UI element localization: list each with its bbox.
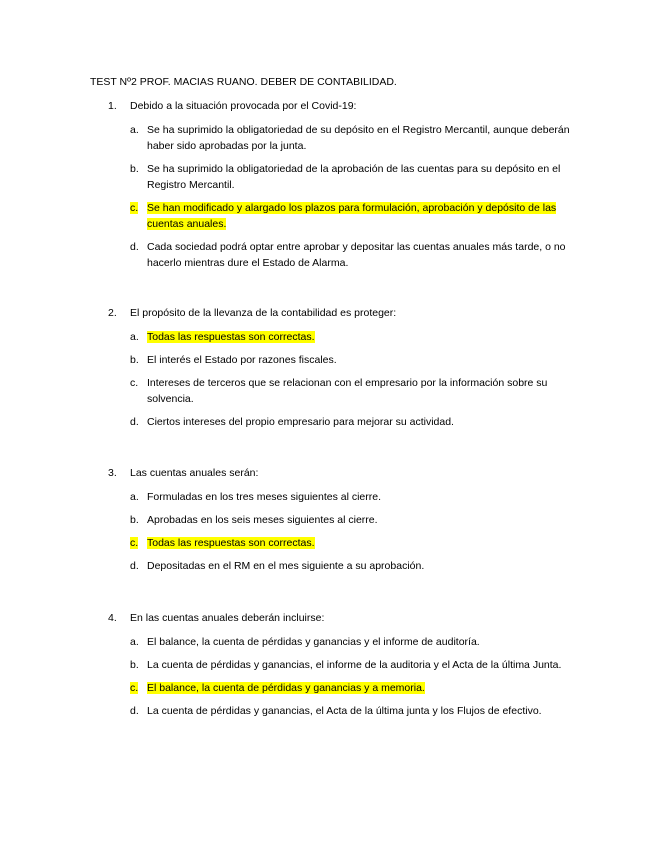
- question-text: Las cuentas anuales serán:: [130, 467, 259, 479]
- question-number: 2.: [108, 307, 117, 319]
- option-letter: a.: [130, 124, 139, 136]
- option-text: Cada sociedad podrá optar entre aprobar y depositar las cuentas anuales más tarde, o no hacerlo mientras dure el Estado de Alarma.: [147, 241, 566, 269]
- option-1c-highlighted: [130, 200, 578, 232]
- option-text: Formuladas en los tres meses siguientes al cierre.: [147, 491, 382, 503]
- question-number: 4.: [108, 612, 117, 624]
- option-2c: [130, 375, 578, 407]
- option-4d: [130, 703, 578, 719]
- option-text: Aprobadas en los seis meses siguientes al cierre.: [147, 514, 378, 526]
- option-1d: [130, 239, 578, 271]
- question-1: [108, 98, 578, 278]
- option-3a: [130, 489, 578, 505]
- document-title: TEST Nº2 PROF. MACIAS RUANO. DEBER DE CONTABILIDAD.: [90, 76, 397, 88]
- option-text: La cuenta de pérdidas y ganancias, el Acta de la última junta y los Flujos de efectivo.: [147, 705, 542, 717]
- option-letter: d.: [130, 705, 139, 717]
- option-4a: [130, 634, 578, 650]
- option-letter: b.: [130, 354, 139, 366]
- option-text: Se ha suprimido la obligatoriedad de su depósito en el Registro Mercantil, aunque deberán haber sido aprobadas por la junta.: [147, 124, 570, 152]
- question-2: [108, 305, 578, 437]
- option-2d: [130, 414, 578, 430]
- option-letter: d.: [130, 560, 139, 572]
- option-3c-highlighted: [130, 535, 578, 551]
- option-3d: [130, 558, 578, 574]
- question-text: El propósito de la llevanza de la contabilidad es proteger:: [130, 307, 397, 319]
- option-letter: a.: [130, 331, 139, 343]
- option-4c-highlighted: [130, 680, 578, 696]
- option-text: Se han modificado y alargado los plazos para formulación, aprobación y depósito de las cuentas anuales.: [147, 202, 557, 230]
- option-text: El balance, la cuenta de pérdidas y ganancias y el informe de auditoría.: [147, 636, 480, 648]
- question-number: 3.: [108, 467, 117, 479]
- option-letter: d.: [130, 241, 139, 253]
- option-letter: c.: [130, 377, 139, 389]
- question-4: [108, 610, 578, 726]
- option-letter: a.: [130, 491, 139, 503]
- option-text: El balance, la cuenta de pérdidas y ganancias y a memoria.: [147, 682, 425, 694]
- option-letter: b.: [130, 659, 139, 671]
- question-3: [108, 465, 578, 581]
- option-text: Depositadas en el RM en el mes siguiente a su aprobación.: [147, 560, 425, 572]
- question-number: 1.: [108, 100, 117, 112]
- option-2b: [130, 352, 578, 368]
- option-text: Ciertos intereses del propio empresario para mejorar su actividad.: [147, 416, 454, 428]
- option-letter: b.: [130, 514, 139, 526]
- option-2a-highlighted: [130, 329, 578, 345]
- option-letter: c.: [130, 537, 139, 549]
- option-text: El interés el Estado por razones fiscales.: [147, 354, 337, 366]
- question-text: Debido a la situación provocada por el Covid-19:: [130, 100, 357, 112]
- option-1a: [130, 122, 578, 154]
- option-text: Todas las respuestas son correctas.: [147, 331, 315, 343]
- option-letter: c.: [130, 202, 139, 214]
- option-4b: [130, 657, 578, 673]
- option-1b: [130, 161, 578, 193]
- question-text: En las cuentas anuales deberán incluirse:: [130, 612, 325, 624]
- option-text: Intereses de terceros que se relacionan con el empresario por la información sobre su solvencia.: [147, 377, 548, 405]
- option-letter: b.: [130, 163, 139, 175]
- option-text: Se ha suprimido la obligatoriedad de la aprobación de las cuentas para su depósito en el Registro Mercantil.: [147, 163, 561, 191]
- option-text: Todas las respuestas son correctas.: [147, 537, 315, 549]
- option-3b: [130, 512, 578, 528]
- option-letter: d.: [130, 416, 139, 428]
- option-letter: a.: [130, 636, 139, 648]
- option-letter: c.: [130, 682, 139, 694]
- option-text: La cuenta de pérdidas y ganancias, el informe de la auditoria y el Acta de la última Junta.: [147, 659, 562, 671]
